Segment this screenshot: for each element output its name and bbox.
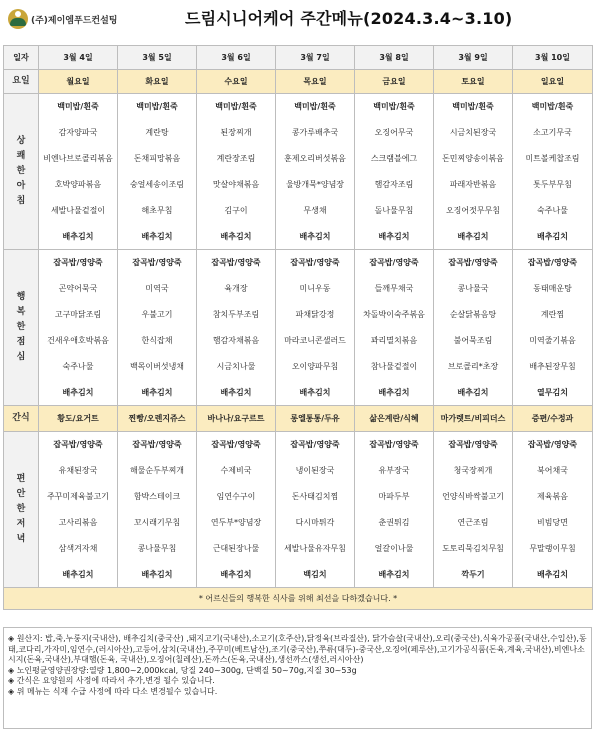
breakfast-label: 상쾌한아침 [4, 94, 39, 250]
dinner-menu-cell: 잡곡밥/영양죽 [118, 432, 197, 458]
breakfast-menu-cell: 백미밥/흰죽 [434, 94, 513, 120]
breakfast-menu-cell: 배추김치 [118, 224, 197, 250]
dinner-menu-cell: 해물순두부찌개 [118, 458, 197, 484]
dinner-menu-cell: 유채된장국 [39, 458, 118, 484]
snack-menu-cell: 증편/수정과 [513, 406, 593, 432]
dinner-menu-cell: 춘권튀김 [355, 510, 434, 536]
dinner-menu-cell: 잡곡밥/영양죽 [434, 432, 513, 458]
day-cell: 수요일 [197, 70, 276, 94]
dinner-menu-cell: 북어채국 [513, 458, 593, 484]
day-cell: 목요일 [276, 70, 355, 94]
dinner-menu-cell: 돈사태김치찜 [276, 484, 355, 510]
day-cell: 월요일 [39, 70, 118, 94]
dinner-menu-cell: 언양식바싹불고기 [434, 484, 513, 510]
breakfast-menu-cell: 백미밥/흰죽 [197, 94, 276, 120]
snack-menu-cell: 황도/요거트 [39, 406, 118, 432]
lunch-menu-cell: 햄감자채볶음 [197, 328, 276, 354]
breakfast-menu-cell: 콩가루배추국 [276, 120, 355, 146]
page-header [0, 0, 596, 40]
lunch-menu-cell: 잡곡밥/영양죽 [118, 250, 197, 276]
lunch-menu-cell: 콩나물국 [434, 276, 513, 302]
dinner-menu-cell: 연두부*양념장 [197, 510, 276, 536]
lunch-menu-cell: 배추김치 [276, 380, 355, 406]
breakfast-menu-cell: 돌나물무침 [355, 198, 434, 224]
page-title: 드림시니어케어 주간메뉴(2024.3.4~3.10) [185, 9, 513, 28]
dinner-menu-cell: 얼갈이나물 [355, 536, 434, 562]
breakfast-menu-cell: 백미밥/흰죽 [513, 94, 593, 120]
lunch-menu-cell: 건새우애호박볶음 [39, 328, 118, 354]
breakfast-menu-cell: 계란장조림 [197, 146, 276, 172]
lunch-menu-cell: 순살닭볶음탕 [434, 302, 513, 328]
breakfast-menu-cell: 무생채 [276, 198, 355, 224]
breakfast-menu-cell: 시금치된장국 [434, 120, 513, 146]
snack-menu-cell: 찐빵/오렌지쥬스 [118, 406, 197, 432]
breakfast-menu-cell: 호박양파볶음 [39, 172, 118, 198]
snack-menu-cell: 마가렛트/비피더스 [434, 406, 513, 432]
dinner-menu-cell: 배추김치 [355, 562, 434, 588]
date-cell: 3월 5일 [118, 46, 197, 70]
breakfast-menu-cell: 감자양파국 [39, 120, 118, 146]
dinner-menu-cell: 잡곡밥/영양죽 [513, 432, 593, 458]
snack-menu-cell: 롱엘통통/두유 [276, 406, 355, 432]
lunch-menu-cell: 미역줄기볶음 [513, 328, 593, 354]
snack-menu-cell: 바나나/요구르트 [197, 406, 276, 432]
dinner-menu-cell: 고사리볶음 [39, 510, 118, 536]
dinner-menu-cell: 다시마튀각 [276, 510, 355, 536]
breakfast-menu-cell: 세발나물겉절이 [39, 198, 118, 224]
breakfast-menu-cell: 돈채피망볶음 [118, 146, 197, 172]
date-cell: 3월 4일 [39, 46, 118, 70]
lunch-menu-cell: 한식잡채 [118, 328, 197, 354]
lunch-menu-cell: 잡곡밥/영양죽 [276, 250, 355, 276]
breakfast-menu-cell: 스크램블에그 [355, 146, 434, 172]
dinner-menu-cell: 삼색겨자채 [39, 536, 118, 562]
lunch-menu-cell: 불어묵조림 [434, 328, 513, 354]
dinner-menu-cell: 연근조림 [434, 510, 513, 536]
lunch-menu-cell: 잡곡밥/영양죽 [355, 250, 434, 276]
dinner-menu-cell: 잡곡밥/영양죽 [276, 432, 355, 458]
date-cell: 3월 8일 [355, 46, 434, 70]
lunch-menu-cell: 들깨무채국 [355, 276, 434, 302]
breakfast-menu-cell: 숭얼세송이조림 [118, 172, 197, 198]
lunch-menu-cell: 동태매운탕 [513, 276, 593, 302]
dinner-menu-cell: 콩나물무침 [118, 536, 197, 562]
breakfast-menu-cell: 배추김치 [513, 224, 593, 250]
lunch-menu-cell: 잡곡밥/영양죽 [39, 250, 118, 276]
breakfast-menu-cell: 계란탕 [118, 120, 197, 146]
date-header-label: 일자 [4, 46, 39, 70]
breakfast-menu-cell: 햄감자조림 [355, 172, 434, 198]
dinner-menu-cell: 비빔당면 [513, 510, 593, 536]
dinner-menu-cell: 배추김치 [118, 562, 197, 588]
lunch-menu-cell: 잡곡밥/영양죽 [513, 250, 593, 276]
breakfast-menu-cell: 숙주나물 [513, 198, 593, 224]
lunch-menu-cell: 잡곡밥/영양죽 [434, 250, 513, 276]
dinner-menu-cell: 마파두부 [355, 484, 434, 510]
dinner-menu-cell: 도토리묵김치무침 [434, 536, 513, 562]
dinner-menu-cell: 유부장국 [355, 458, 434, 484]
breakfast-menu-cell: 백미밥/흰죽 [39, 94, 118, 120]
notice-banner: * 어르신들의 행복한 식사를 위해 최선을 다하겠습니다. * [4, 588, 593, 610]
breakfast-menu-cell: 배추김치 [197, 224, 276, 250]
date-cell: 3월 7일 [276, 46, 355, 70]
day-header-label: 요일 [4, 70, 39, 94]
lunch-menu-cell: 우불고기 [118, 302, 197, 328]
dinner-label: 편안한저녁 [4, 432, 39, 588]
origin-note: ◈ 원산지: 밥,죽,누룽지(국내산), 배추김치(중국산) ,돼지고기(국내산),소고기(호주산),닭정육(브라질산), 닭가슴살(국내산),오리(중국산),식육가공품(국내산,수입산),동태,코다리,가자미,임연수,(러시아산),고등어,삼치(국내산),주꾸미(베트남산),조기(중국산),쭈류(대두)-중국산,오징어(페루산),고기가공식품(돈육,계육,국내산),비엔나소시지(돈육,국내산),부대햄(돈육, 국내산),오징어(칠레산),돈까스(돈육,국내산),생선까스(생선,러시아산) [8, 634, 587, 664]
dinner-menu-cell: 주꾸미제육불고기 [39, 484, 118, 510]
logo-mark-icon [8, 9, 28, 29]
lunch-menu-cell: 오이양파무침 [276, 354, 355, 380]
breakfast-menu-cell: 미트볼케찹조림 [513, 146, 593, 172]
breakfast-menu-cell: 배추김치 [39, 224, 118, 250]
breakfast-menu-cell: 배추김치 [434, 224, 513, 250]
breakfast-menu-cell: 훈제오리버섯볶음 [276, 146, 355, 172]
breakfast-menu-cell: 울방개묵*양념장 [276, 172, 355, 198]
breakfast-menu-cell: 백미밥/흰죽 [355, 94, 434, 120]
breakfast-menu-cell: 배추김치 [355, 224, 434, 250]
breakfast-menu-cell: 백미밥/흰죽 [276, 94, 355, 120]
lunch-menu-cell: 잡곡밥/영양죽 [197, 250, 276, 276]
breakfast-menu-cell: 맛살야채볶음 [197, 172, 276, 198]
lunch-menu-cell: 미역국 [118, 276, 197, 302]
lunch-menu-cell: 배추김치 [355, 380, 434, 406]
breakfast-menu-cell: 백미밥/흰죽 [118, 94, 197, 120]
dinner-menu-cell: 임연수구이 [197, 484, 276, 510]
day-cell: 화요일 [118, 70, 197, 94]
lunch-menu-cell: 계란찜 [513, 302, 593, 328]
day-cell: 일요일 [513, 70, 593, 94]
lunch-menu-cell: 백목이버섯냉채 [118, 354, 197, 380]
logo-text: (주)제이엠푸드컨설팅 [31, 15, 118, 26]
dinner-menu-cell: 제육볶음 [513, 484, 593, 510]
date-cell: 3월 9일 [434, 46, 513, 70]
date-cell: 3월 6일 [197, 46, 276, 70]
day-cell: 금요일 [355, 70, 434, 94]
menu-change-note: ◈ 위 메뉴는 식재 수급 사정에 따라 다소 변경될수 있습니다. [8, 686, 218, 696]
lunch-menu-cell: 꽈리멸치볶음 [355, 328, 434, 354]
lunch-menu-cell: 육개장 [197, 276, 276, 302]
dinner-menu-cell: 세발나물유자무침 [276, 536, 355, 562]
dinner-menu-cell: 배추김치 [197, 562, 276, 588]
breakfast-menu-cell: 오징어젓무무침 [434, 198, 513, 224]
lunch-menu-cell: 차돌박이숙주볶음 [355, 302, 434, 328]
company-logo [8, 8, 117, 30]
dinner-menu-cell: 깍두기 [434, 562, 513, 588]
lunch-menu-cell: 고구마닭조림 [39, 302, 118, 328]
snack-label: 간식 [4, 406, 39, 432]
lunch-menu-cell: 배추김치 [39, 380, 118, 406]
dinner-menu-cell: 수제비국 [197, 458, 276, 484]
breakfast-menu-cell: 김구이 [197, 198, 276, 224]
breakfast-menu-cell: 오징어무국 [355, 120, 434, 146]
breakfast-menu-cell: 돈민찌양송이볶음 [434, 146, 513, 172]
lunch-menu-cell: 시금치나물 [197, 354, 276, 380]
notes-box [3, 627, 592, 729]
dinner-menu-cell: 꼬시래기무침 [118, 510, 197, 536]
lunch-label: 행복한점심 [4, 250, 39, 406]
breakfast-menu-cell: 해초무침 [118, 198, 197, 224]
breakfast-menu-cell: 소고기무국 [513, 120, 593, 146]
lunch-menu-cell: 파채닭강정 [276, 302, 355, 328]
dinner-menu-cell: 함박스테이크 [118, 484, 197, 510]
dinner-menu-cell: 근대된장나물 [197, 536, 276, 562]
lunch-menu-cell: 배추김치 [118, 380, 197, 406]
lunch-menu-cell: 열무김치 [513, 380, 593, 406]
lunch-menu-cell: 참치두부조림 [197, 302, 276, 328]
dinner-menu-cell: 백김치 [276, 562, 355, 588]
breakfast-menu-cell: 배추김치 [276, 224, 355, 250]
lunch-menu-cell: 브로콜리*초장 [434, 354, 513, 380]
lunch-menu-cell: 미니우동 [276, 276, 355, 302]
dinner-menu-cell: 잡곡밥/영양죽 [39, 432, 118, 458]
snack-menu-cell: 삶은계란/식혜 [355, 406, 434, 432]
date-cell: 3월 10일 [513, 46, 593, 70]
dinner-menu-cell: 배추김치 [513, 562, 593, 588]
lunch-menu-cell: 참나물겉절이 [355, 354, 434, 380]
lunch-menu-cell: 마라코니콘샐러드 [276, 328, 355, 354]
nutrition-note: ◈ 노인평균영양권장량:열량 1,800~2,000kcal, 당질 240~300g, 단백질 50~70g,지질 30~53g [8, 665, 357, 675]
lunch-menu-cell: 숙주나물 [39, 354, 118, 380]
lunch-menu-cell: 배추된장무침 [513, 354, 593, 380]
day-cell: 토요일 [434, 70, 513, 94]
lunch-menu-cell: 배추김치 [434, 380, 513, 406]
breakfast-menu-cell: 비엔나브로콜리볶음 [39, 146, 118, 172]
dinner-menu-cell: 무말랭이무침 [513, 536, 593, 562]
dinner-menu-cell: 잡곡밥/영양죽 [355, 432, 434, 458]
dinner-menu-cell: 냉이된장국 [276, 458, 355, 484]
lunch-menu-cell: 배추김치 [197, 380, 276, 406]
dinner-menu-cell: 배추김치 [39, 562, 118, 588]
dinner-menu-cell: 청국장찌개 [434, 458, 513, 484]
weekly-menu-table [3, 45, 593, 610]
dinner-menu-cell: 잡곡밥/영양죽 [197, 432, 276, 458]
breakfast-menu-cell: 톳두부무침 [513, 172, 593, 198]
breakfast-menu-cell: 파래자반볶음 [434, 172, 513, 198]
snack-note: ◈ 간식은 요양원의 사정에 따라서 추가,변경 될수 있습니다. [8, 676, 215, 685]
lunch-menu-cell: 곤약어묵국 [39, 276, 118, 302]
breakfast-menu-cell: 된장찌개 [197, 120, 276, 146]
